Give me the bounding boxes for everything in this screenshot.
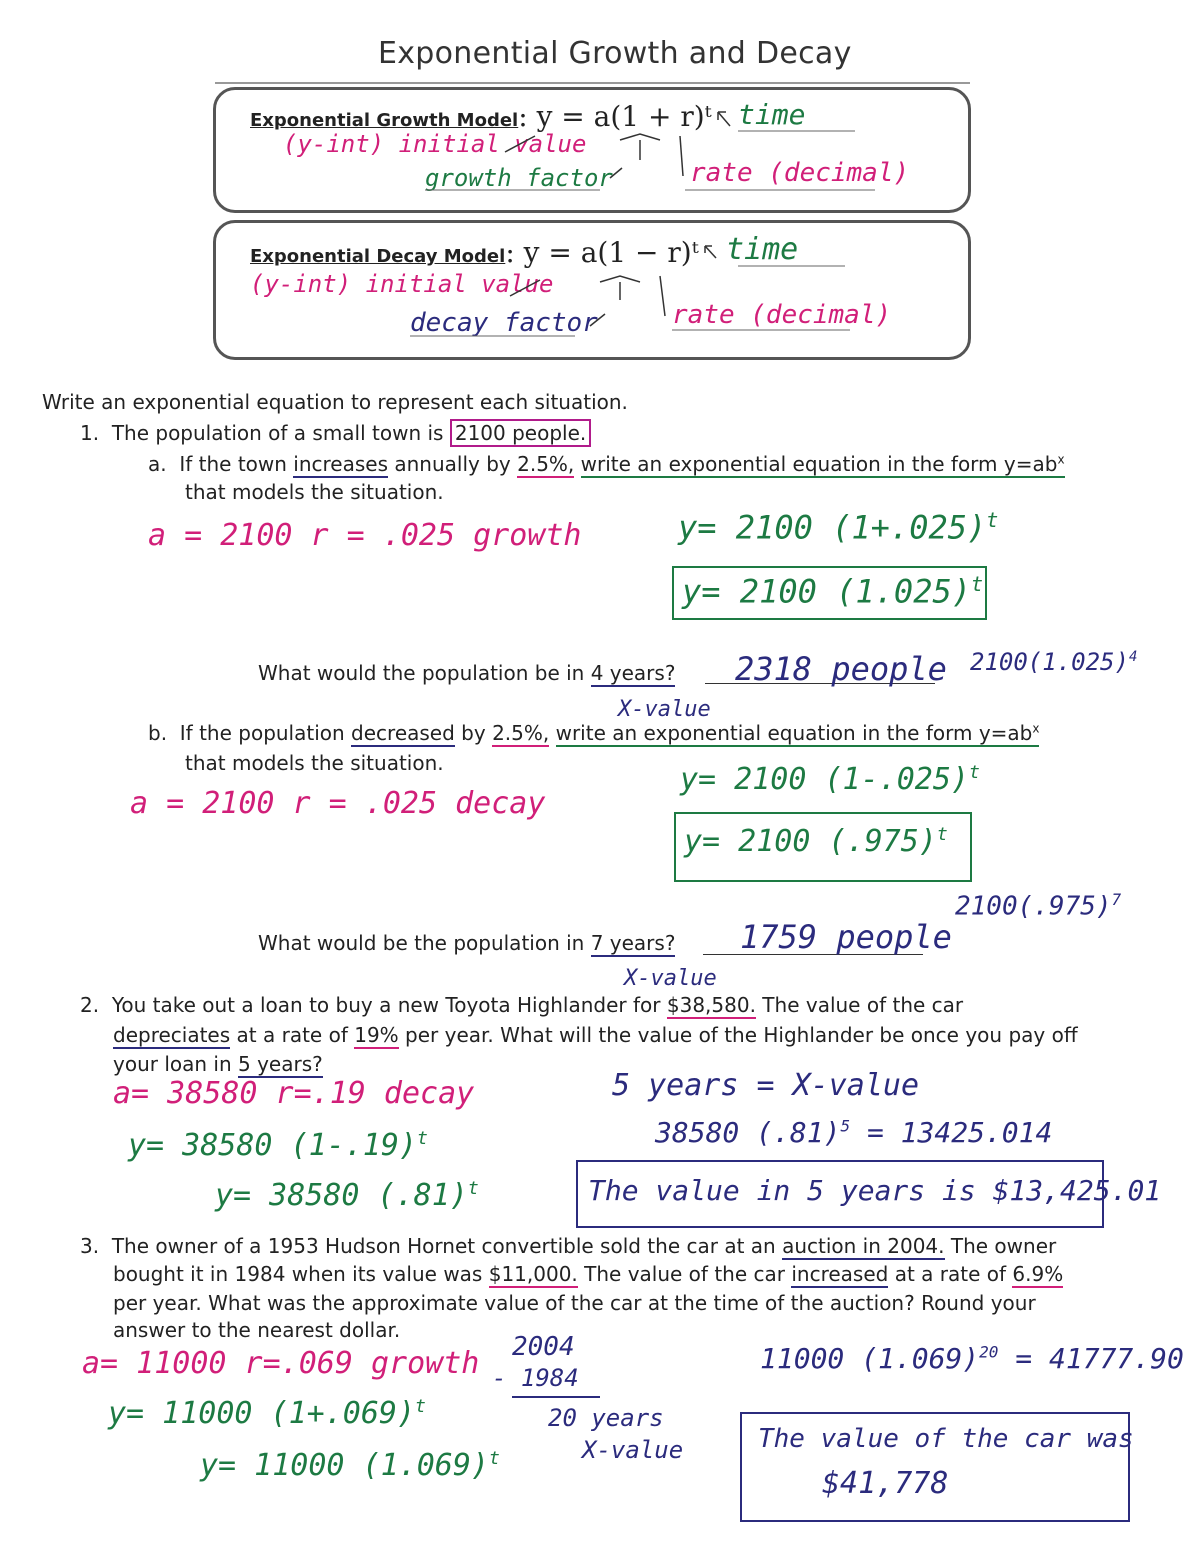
problem-2-line3 [113,1052,323,1076]
growth-factor-note: growth factor [425,164,613,192]
problem-3-diff: 20 years [548,1404,664,1432]
problem-2-eq1-text: y= 38580 (1-.19) [128,1128,417,1163]
problem-1a-eq1-exp: t [986,508,999,532]
problem-2-eq2-exp: t [467,1178,479,1199]
problem-1a-task-text: write an exponential equation in the form y=ab [580,452,1058,476]
problem-1a-eq1-text: y= 2100 (1+.025) [678,508,987,547]
time-arrow-decay [705,246,716,258]
problem-3-line1 [80,1234,1056,1258]
problem-1b-letter: b. [148,721,168,745]
growth-model-label: Exponential Growth Model [250,110,519,131]
problem-1a-eq2-exp: t [970,572,984,596]
problem-1b-keyword: decreased [351,721,455,745]
decay-rate-note: rate (decimal) [672,300,892,330]
growth-rate-note: rate (decimal) [690,158,910,188]
decay-model-formula: : y = a(1 − r)ᵗ [505,236,699,269]
problem-3-line3: per year. What was the approximate value of the car at the time of the auction? Round your [113,1291,1036,1315]
problem-3-line4: answer to the nearest dollar. [113,1318,401,1342]
initial-arrow-growth [505,136,535,152]
problem-3-eq2 [200,1448,500,1483]
problem-2-l2b: at a rate of [236,1023,348,1047]
factor-bracket-growth [620,134,660,160]
time-arrow-growth [718,112,730,126]
problem-1b-side-calc [955,890,1121,922]
problem-1a-side-text: 2100(1.025) [970,648,1129,676]
problem-3-answer-l1: The value of the car was [758,1424,1134,1454]
problem-1b-text-1: If the population [179,721,345,745]
problem-1a-percent: 2.5%, [517,452,575,476]
problem-1b-eq2 [684,824,948,859]
problem-2-l2d: per year. What will the value of the Highlander be once you pay off [405,1023,1078,1047]
problem-1b-eq2-text: y= 2100 (.975) [684,824,937,859]
problem-1a-eq1 [678,508,998,547]
problem-1a-line2: that models the situation. [185,480,444,504]
problem-1b-statement [148,721,1039,745]
initial-arrow-decay [510,280,540,296]
problem-2-eq2-text: y= 38580 (.81) [215,1178,468,1213]
problem-3-l1c: The owner [950,1234,1057,1258]
problem-3-number: 3. [80,1234,100,1258]
growth-time-note: time [738,98,806,131]
problem-1b-question-kw: 7 years? [590,931,676,955]
problem-3-line2 [113,1262,1063,1286]
problem-1a-question-lead: What would the population be in [258,661,585,685]
problem-2-years: 5 years? [238,1052,323,1076]
problem-2-eq1-exp: t [416,1128,428,1149]
rate-line-growth [680,136,683,176]
problem-3-eq1 [108,1396,426,1431]
problem-1b-percent: 2.5%, [492,721,550,745]
problem-2-calc-result: = 13425.014 [866,1116,1053,1149]
problem-1a-task-exp: x [1057,452,1065,467]
problem-3-l2e: at a rate of [894,1262,1007,1286]
problem-1b-text-2: by [461,721,486,745]
problem-1b-task-exp: x [1032,721,1040,736]
problem-2-calc-exp: 5 [840,1116,851,1136]
problem-1b-question [258,931,675,955]
problem-2-calc-text: 38580 (.81) [655,1116,841,1149]
problem-1b-task-text: write an exponential equation in the form y=ab [555,721,1033,745]
problem-3-sub-bottom: - 1984 [492,1364,579,1392]
problem-3-l2c: The value of the car [584,1262,785,1286]
problem-2-note: 5 years = X-value [612,1068,920,1103]
page-title: Exponential Growth and Decay [378,36,852,71]
problem-2-number: 2. [80,993,100,1017]
problem-1b-eq1-exp: t [968,762,980,783]
problem-3-l2a: bought it in 1984 when its value was [113,1262,483,1286]
problem-2-given: a= 38580 r=.19 decay [113,1076,475,1111]
problem-1b-given: a = 2100 r = .025 decay [130,786,546,821]
problem-3-eq1-text: y= 11000 (1+.069) [108,1396,416,1431]
problem-3-calc-text: 11000 (1.069) [760,1342,980,1375]
problem-1a-answer: 2318 people [735,650,947,688]
problem-3-eq2-exp: t [488,1448,500,1469]
problem-1a-letter: a. [148,452,167,476]
problem-3-keyword: increased [791,1262,889,1286]
problem-1b-task [556,721,1040,747]
problem-2-l1a: You take out a loan to buy a new Toyota Highlander for [111,993,661,1017]
problem-1-boxed-value: 2100 people. [450,419,591,447]
decay-model-label: Exponential Decay Model [250,246,506,267]
problem-1a-eq2-text: y= 2100 (1.025) [682,572,971,611]
problem-1a-text-2: annually by [394,452,511,476]
problem-1b-line2: that models the situation. [185,751,444,775]
problem-2-line2 [113,1023,1078,1047]
factor-bracket-decay [600,276,640,300]
problem-2-price: $38,580. [666,993,756,1017]
problem-1a-question-kw: 4 years? [590,661,676,685]
problem-1a-keyword: increases [293,452,389,476]
problem-1a-side-calc [970,648,1137,676]
problem-3-calc-exp: 20 [979,1342,999,1362]
problem-2-keyword: depreciates [113,1023,231,1047]
problem-2-l1c: The value of the car [762,993,964,1017]
problem-1a-task [581,452,1065,478]
growth-initial-note: (y-int) initial value [283,130,587,158]
problem-3-eq1-exp: t [415,1396,426,1417]
problem-3-rate: 6.9% [1012,1262,1064,1286]
decay-factor-note: decay factor [410,308,598,338]
problem-1a-xvalue: X-value [618,697,711,722]
factor-arrow-decay [590,314,605,326]
problem-1-number: 1. [80,421,100,445]
problem-2-calc [655,1116,1052,1149]
problem-1a-text-1: If the town [179,452,287,476]
problem-1b-xvalue: X-value [624,966,717,991]
problem-1-statement [80,421,591,445]
problem-3-eq2-text: y= 11000 (1.069) [200,1448,489,1483]
problem-3-calc [760,1342,1184,1375]
problem-1a-given: a = 2100 r = .025 growth [148,518,582,553]
problem-2-line1 [80,993,963,1017]
problem-3-given: a= 11000 r=.069 growth [82,1346,480,1381]
problem-1b-eq1 [680,762,980,797]
rate-line-decay [660,276,665,316]
problem-1b-question-lead: What would be the population in [258,931,585,955]
problem-1b-side-text: 2100(.975) [955,891,1112,922]
factor-arrow-growth [610,168,622,178]
problem-2-rate: 19% [354,1023,399,1047]
problem-1b-answer: 1759 people [740,918,952,956]
problem-3-calc-result: = 41777.90 [1015,1342,1184,1375]
instructions: Write an exponential equation to represent each situation. [42,390,628,414]
problem-1a-side-exp: 4 [1128,649,1138,665]
decay-time-note: time [726,232,799,267]
problem-1a-eq2 [682,572,983,611]
problem-2-eq2 [215,1178,479,1213]
growth-model-formula: : y = a(1 + r)ᵗ [518,100,712,133]
problem-3-auction: auction in 2004. [782,1234,945,1258]
problem-3-sub-line [512,1396,600,1398]
problem-3-diff-note: X-value [582,1436,684,1464]
problem-3-answer-l2: $41,778 [822,1466,949,1501]
problem-2-l3a: your loan in [113,1052,232,1076]
problem-3-sub-top: 2004 [512,1332,575,1362]
problem-1a-question [258,661,675,685]
problem-1b-eq2-exp: t [936,824,948,845]
decay-initial-note: (y-int) initial value [250,270,554,298]
problem-3-l1a: The owner of a 1953 Hudson Hornet convertible sold the car at an [111,1234,776,1258]
problem-1a-statement [148,452,1065,476]
problem-3-value: $11,000. [488,1262,578,1286]
problem-2-eq1 [128,1128,428,1163]
problem-1b-side-exp: 7 [1111,890,1122,909]
problem-1b-eq1-text: y= 2100 (1-.025) [680,762,969,797]
problem-2-answer: The value in 5 years is $13,425.01 [588,1174,1162,1207]
problem-1-lead: The population of a small town is [111,421,444,445]
